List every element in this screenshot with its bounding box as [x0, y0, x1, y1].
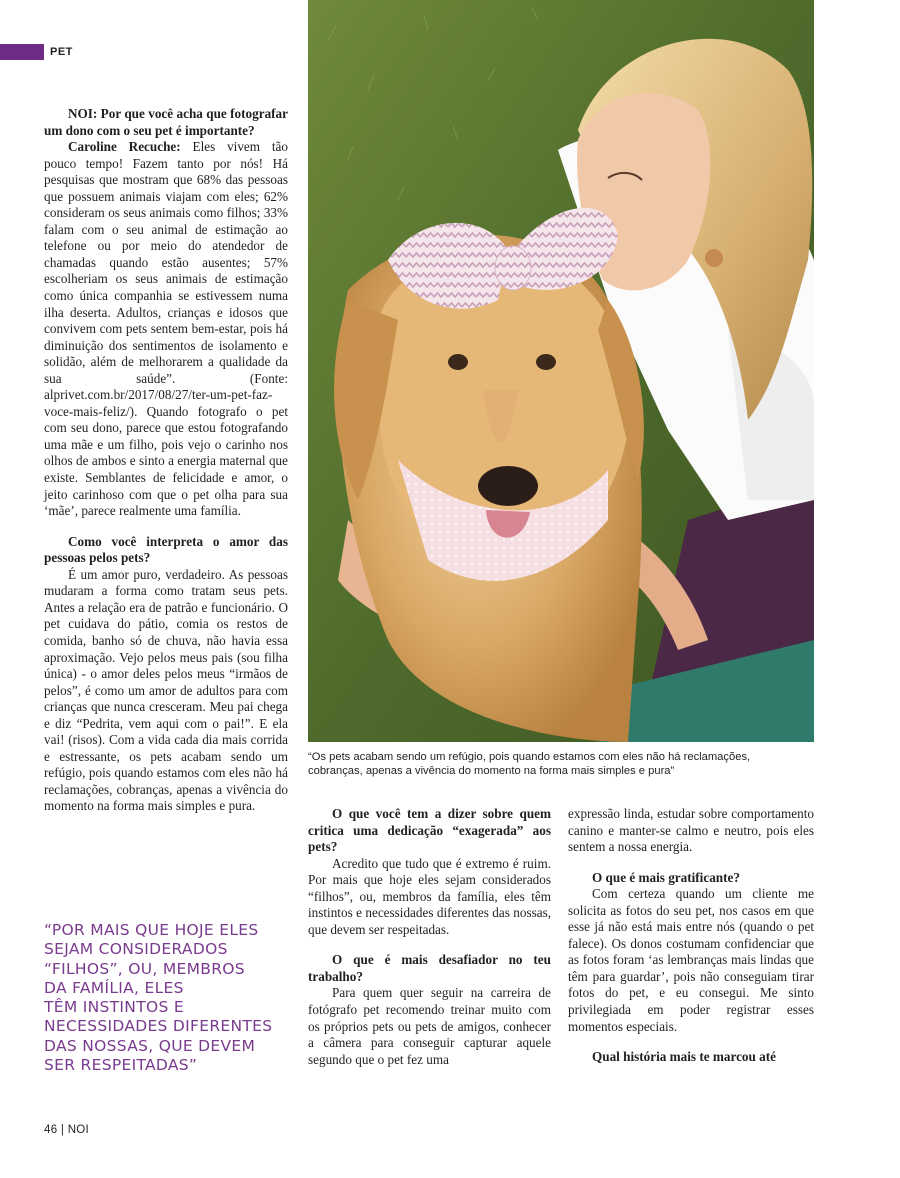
magazine-name: NOI — [67, 1124, 90, 1136]
question-heading: O que é mais desafiador no teu trabalho? — [308, 952, 551, 984]
answer-paragraph: expressão linda, estudar sobre comportamento canino e manter-se calmo e neutro, pois eles sentem a nossa energia. — [568, 806, 814, 855]
caption-line: cobranças, apenas a vivência do momento na forma mais simples e pura” — [308, 765, 675, 777]
pull-quote-line: NECESSIDADES DIFERENTES — [44, 1017, 273, 1036]
photo-woman-kissing-golden-retriever — [308, 0, 814, 742]
page-footer — [44, 1124, 89, 1136]
article-column-1 — [44, 106, 288, 815]
answer-paragraph — [44, 139, 288, 520]
question-heading: NOI: Por que você acha que fotografar um dono com o seu pet é importante? — [44, 106, 288, 138]
answer-text: Eles vivem tão pouco tempo! Fazem tanto por nós! Há pesquisas que mostram que 68% das pessoas que possuem animais viajam com eles; 62% consideram os seus animais como filhos; 33% falam com o seu animal de estimação ao telefone ou por meio do atendedor de chamadas quando estão ausentes; 57% escolheriam os seus animais de estimação como única companhia se estivessem numa ilha deserta. Adultos, crianças e idosos que convivem com pets sentem bem-estar, pois há diminuição dos sentimentos de isolamento e solidão, além de melhorarem a qualidade da sua saúde”. (Fonte: alprivet.com.br/2017/08/27/ter-um-pet-faz-voce-mais-feliz/). Quando fotografo o pet com seu dono, parece que estou fotografando uma mãe e um filho, pois vejo o carinho nos olhos de ambos e sinto a energia maternal que existe. Semblantes de felicidade e amor, o jeito carinhoso com que o pet olha para sua ‘mãe’, parece realmente uma família. — [44, 139, 288, 519]
pull-quote-line: DA FAMÍLIA, ELES — [44, 978, 184, 997]
pull-quote — [44, 921, 294, 1075]
answer-paragraph: Com certeza quando um cliente me solicita as fotos do seu pet, nos casos em que esse já não está mais entre nós (quando o pet falece). Os donos costumam confidenciar que as fotos foram ‘as lembranças mais lindas que têm para guardar’, pois não conseguiam tirar fotos do pet, e eu consegui. Me sinto privilegiada em poder registrar esses momentos especiais. — [568, 886, 814, 1034]
question-heading: O que é mais gratificante? — [592, 869, 740, 885]
caption-line: “Os pets acabam sendo um refúgio, pois quando estamos com eles não há reclamações, — [308, 751, 751, 763]
pull-quote-line: SER RESPEITADAS” — [44, 1056, 198, 1075]
footer-separator: | — [60, 1124, 65, 1136]
pull-quote-line: “FILHOS”, OU, MEMBROS — [44, 959, 245, 978]
page-number: 46 — [44, 1124, 58, 1136]
pull-quote-line: DAS NOSSAS, QUE DEVEM — [44, 1036, 256, 1055]
question-heading: O que você tem a dizer sobre quem critica uma dedicação “exagerada” aos pets? — [308, 806, 551, 855]
answer-paragraph: É um amor puro, verdadeiro. As pessoas mudaram a forma como tratam seus pets. Antes a relação era de patrão e funcionário. O pet cuidava do pátio, comia os restos de comida, banho só de chuva, não havia essa aproximação. Vejo pelos meus pais (sou filha única) - o amor deles pelos meus “irmãos de pelos”, é como um amor de adultos para com crianças que nunca cresceram. Meu pai chega e diz “Pedrita, vem aqui com o pai!”. E ela vai! (risos). Com a vida cada dia mais corrida e estressante, os pets acabam sendo um refúgio, pois quando estamos com eles não há reclamações, cobranças, apenas a vivência do momento na forma mais simples e pura. — [44, 566, 288, 814]
pull-quote-line: TÊM INSTINTOS E — [44, 998, 184, 1017]
pull-quote-line: “POR MAIS QUE HOJE ELES — [44, 921, 259, 939]
interviewee-name: Caroline Recuche: — [68, 139, 181, 155]
question-heading: Qual história mais te marcou até — [592, 1049, 776, 1065]
article-column-3 — [568, 806, 814, 1066]
question-heading: Como você interpreta o amor das pessoas pelos pets? — [44, 533, 288, 566]
answer-paragraph: Acredito que tudo que é extremo é ruim. Por mais que hoje eles sejam considerados “filhos”, ou, membros da família, eles têm instintos e necessidades diferentes das nossas, que devem ser respeitadas. — [308, 855, 551, 937]
photo-caption — [308, 750, 814, 778]
answer-paragraph: Para quem quer seguir na carreira de fotógrafo pet recomendo treinar muito com os próprios pets ou pets de amigos, conhecer a câmera para conseguir capturar aquele segundo que o pet fez uma — [308, 985, 551, 1067]
section-color-bar — [0, 44, 44, 60]
pull-quote-line: SEJAM CONSIDERADOS — [44, 940, 228, 959]
article-column-2 — [308, 806, 551, 1068]
section-label: PET — [50, 46, 73, 58]
